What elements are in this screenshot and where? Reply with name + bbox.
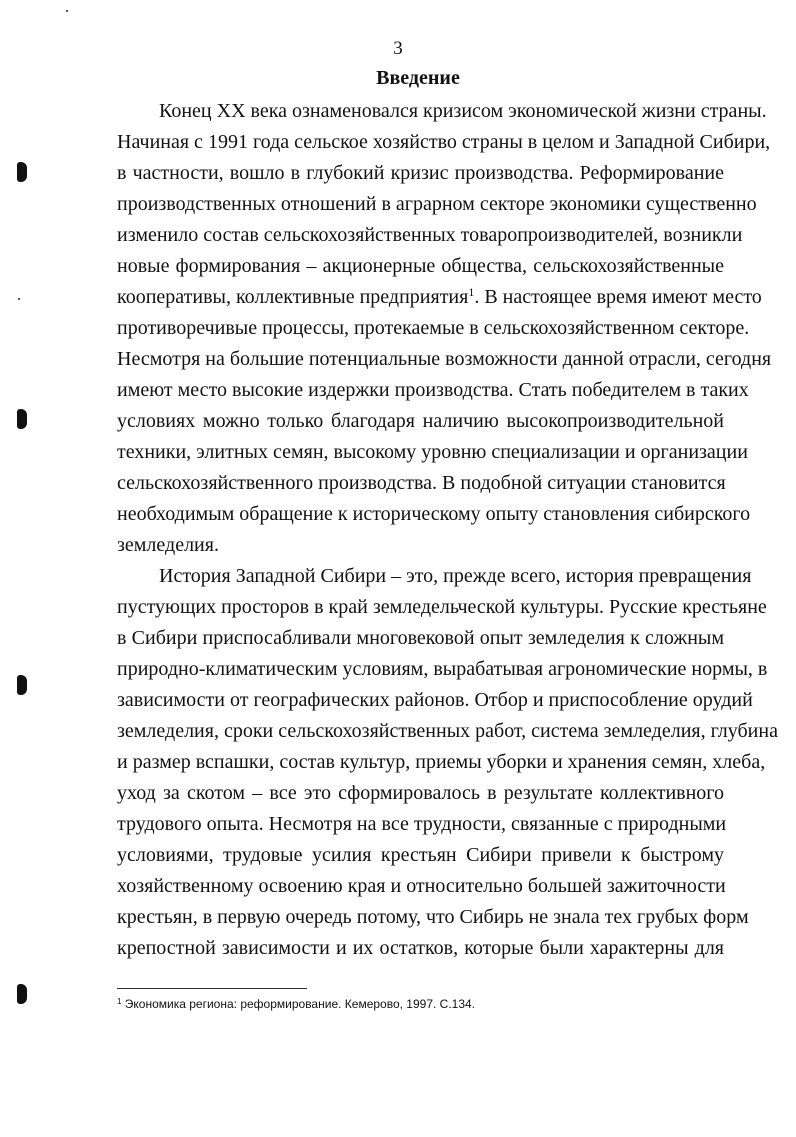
text-line: крестьян, в первую очередь потому, что Сибирь не знала тех грубых форм (117, 906, 749, 928)
scan-speck (66, 10, 68, 12)
footnote-mark: 1 (117, 997, 122, 1006)
text-line: противоречивые процессы, протекаемые в сельскохозяйственном секторе. (117, 317, 750, 339)
footnote-reference[interactable]: 1 (468, 285, 475, 299)
punch-hole-mark (17, 162, 27, 182)
text-line: пустующих просторов в край земледельческой культуры. Русские крестьяне (117, 596, 767, 618)
text-line: История Западной Сибири – это, прежде всего, история превращения (159, 565, 752, 587)
text-fragment: . В настоящее время имеют место (474, 286, 762, 308)
text-line: крепостной зависимости и их остатков, которые были характерны для (117, 937, 724, 959)
footnote-text: Экономика региона: реформирование. Кемерово, 1997. С.134. (124, 997, 476, 1011)
text-line: трудового опыта. Несмотря на все трудности, связанные с природными (117, 813, 727, 835)
text-line: условиями, трудовые усилия крестьян Сибири привели к быстрому (117, 844, 724, 866)
text-line: техники, элитных семян, высокому уровню специализации и организации (117, 441, 748, 463)
text-line: земледелия, сроки сельскохозяйственных работ, система земледелия, глубина (117, 720, 778, 742)
text-line: хозяйственному освоению края и относительно большей зажиточности (117, 875, 726, 897)
text-line: производственных отношений в аграрном секторе экономики существенно (117, 193, 757, 215)
text-line: зависимости от географических районов. Отбор и приспособление орудий (117, 689, 753, 711)
punch-hole-mark (17, 984, 27, 1004)
text-line: условиях можно только благодаря наличию высокопроизводительной (117, 410, 724, 432)
text-line: новые формирования – акционерные общества, сельскохозяйственные (117, 255, 724, 277)
page-title: Введение (376, 67, 460, 89)
text-line: и размер вспашки, состав культур, приемы уборки и хранения семян, хлеба, (117, 751, 766, 773)
footnote-divider (117, 988, 307, 989)
text-line: необходимым обращение к историческому опыту становления сибирского (117, 503, 751, 525)
paragraph-2 (117, 561, 778, 964)
paragraph-1 (117, 96, 772, 561)
text-line: в частности, вошло в глубокий кризис производства. Реформирование (117, 162, 724, 184)
text-fragment: кооперативы, коллективные предприятия (117, 286, 469, 308)
text-line: Конец XX века ознаменовался кризисом экономической жизни страны. (159, 100, 767, 122)
text-line: Несмотря на большие потенциальные возможности данной отрасли, сегодня (117, 348, 772, 370)
punch-hole-mark (17, 675, 27, 695)
text-line: природно-климатическим условиям, вырабатывая агрономические нормы, в (117, 658, 768, 680)
text-line: изменило состав сельскохозяйственных товаропроизводителей, возникли (117, 224, 743, 246)
footnote (117, 997, 475, 1011)
text-line: земледелия. (117, 534, 219, 556)
text-line: уход за скотом – все это сформировалось в результате коллективного (117, 782, 724, 804)
scan-speck (18, 298, 20, 300)
text-line: в Сибири приспосабливали многовековой опыт земледелия к сложным (117, 627, 724, 649)
text-line: имеют место высокие издержки производства. Стать победителем в таких (117, 379, 749, 401)
text-line-with-footnote (117, 282, 762, 313)
text-line: сельскохозяйственного производства. В подобной ситуации становится (117, 472, 726, 494)
page-number: 3 (393, 38, 403, 59)
punch-hole-mark (17, 409, 27, 429)
text-line: Начиная с 1991 года сельское хозяйство страны в целом и Западной Сибири, (117, 131, 771, 153)
body-text (117, 96, 778, 964)
